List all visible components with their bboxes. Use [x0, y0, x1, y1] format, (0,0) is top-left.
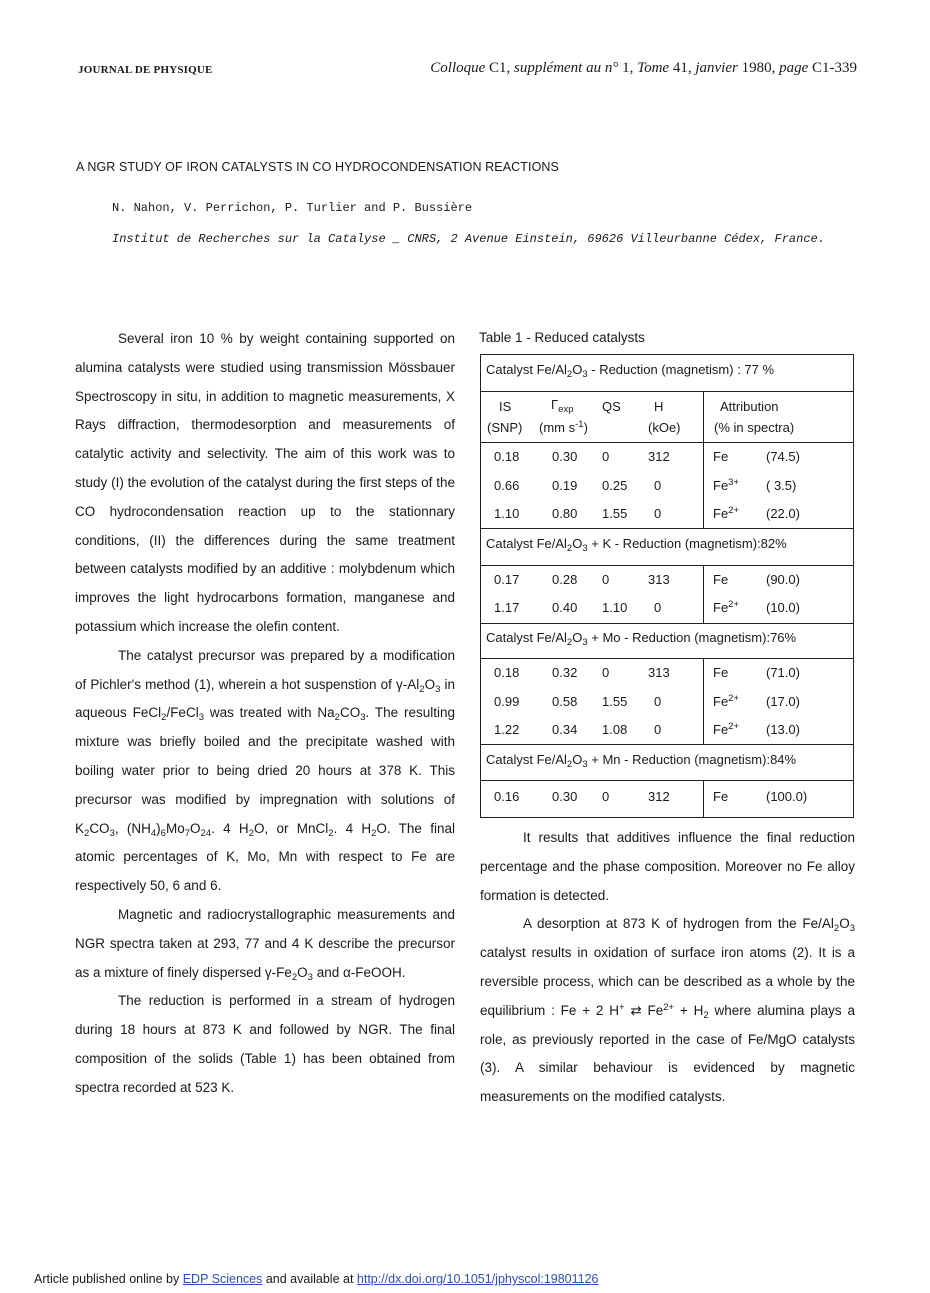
paper-title: A NGR STUDY OF IRON CATALYSTS IN CO HYDROCONDENSATION REACTIONS — [76, 160, 559, 174]
paragraph: Several iron 10 % by weight containing supported on alumina catalysts were studied using transmission Mössbauer Spectroscopy in situ, in addition to magnetic measurements, X Rays diffraction, thermodesorption and measurements of catalytic activity and selectivity. The aim of this work was to study (I) the evolution of the catalyst during the first steps of the CO hydrocondensation reaction up to the stationnary conditions, (II) the differences during the same treatment between catalysts modified by an additive : molybdenum which improves the light hydrocarbons formation, manganese and potassium which increase the olefin content. — [75, 331, 455, 634]
paragraph: A desorption at 873 K of hydrogen from the $Fe/Al_2O_3$ catalyst results in oxidation of surface iron atoms (2). It is a reversible process, which can be described as a whole by the equilibrium : Fe + 2 H+ ⇄ $Fe^{2+} + H_2$ where alumina plays a role, as previously reported in the case of Fe/MgO catalysts (3). A similar behaviour is evidenced by magnetic measurements on the modified catalysts. — [480, 916, 855, 1105]
table-group-title: Catalyst $Fe/Al_2O_3 + Mo$ - Reduction (magnetism):76% — [486, 630, 797, 648]
header-h: H — [654, 399, 664, 414]
table-rule — [481, 391, 853, 392]
header-snp: (SNP) — [487, 420, 523, 435]
table-group-title: Catalyst $Fe/Al_2O_3$ - Reduction (magnetism) : 77 % — [486, 362, 775, 380]
issue-supplement-number: 1, — [622, 60, 634, 76]
table-rule — [703, 391, 704, 528]
footer-text: and available at — [262, 1272, 357, 1286]
table-rule — [481, 528, 853, 529]
table-rule — [703, 565, 704, 623]
paragraph: The catalyst precursor was prepared by a modification of Pichler's method (1), wherein a hot suspenstion of $\gamma-Al_2O_3$ in aqueous FeCl$_2$/FeCl$_3$ was treated with $Na_2CO_3$. The resulting mixture was briefly boiled and the precipitate washed with boiling water prior to being dried 20 hours at 378 K. This precursor was modified by impregnation with solutions of $K_2CO_3$, $(NH_4)_6Mo_7O_{24}$. 4 $H_2O$, or MnCl$_2$. 4 $H_2O$. The final atomic percentages of K, Mo, Mn with respect to Fe are respectively 50, 6 and 6. — [75, 647, 455, 894]
issue-colloque: Colloque — [430, 60, 486, 76]
table-rule — [481, 744, 853, 745]
right-column — [480, 824, 855, 1112]
issue-number: C1, — [489, 60, 511, 76]
header-percent: (% in spectra) — [714, 420, 795, 435]
footer-note — [34, 1272, 599, 1286]
issue-tome-number: 41, — [672, 60, 692, 76]
table-caption: Table 1 - Reduced catalysts — [479, 330, 645, 345]
issue-month: janvier — [695, 60, 738, 76]
journal-name: JOURNAL DE PHYSIQUE — [78, 64, 213, 76]
header-attribution: Attribution — [720, 399, 779, 414]
publisher-link[interactable]: EDP Sciences — [182, 1272, 263, 1286]
left-column — [75, 325, 455, 1103]
header-gamma: $\Gamma_{exp}$ — [551, 397, 574, 415]
issue-supplement: supplément au n° — [514, 60, 619, 76]
table-group-title: Catalyst $Fe/Al_2O_3 + Mn$ - Reduction (magnetism):84% — [486, 752, 797, 770]
footer-text: Article published online by — [34, 1272, 183, 1286]
header-is: IS — [499, 399, 512, 414]
issue-page: C1-339 — [812, 60, 857, 76]
header-qs: QS — [602, 399, 621, 414]
paragraph: Magnetic and radiocrystallographic measurements and NGR spectra taken at 293, 77 and 4 K describe the precursor as a mixture of finely dispersed $\gamma-Fe_2O_3$ and α-FeOOH. — [75, 906, 455, 983]
issue-year: 1980, — [741, 60, 776, 76]
table-rule — [481, 780, 853, 781]
issue-page-label: page — [779, 60, 809, 76]
paragraph: It results that additives influence the final reduction percentage and the phase composition. Moreover no Fe alloy formation is detected. — [480, 830, 855, 903]
table-rule — [703, 658, 704, 744]
issue-reference — [430, 60, 857, 77]
table-group-title: Catalyst $Fe/Al_2O_3 + K$ - Reduction (magnetism):82% — [486, 536, 787, 554]
paragraph: The reduction is performed in a stream of hydrogen during 18 hours at 873 K and followed by NGR. The final composition of the solids (Table 1) has been obtained from spectra recorded at 523 K. — [75, 993, 455, 1095]
header-koe: (kOe) — [648, 420, 681, 435]
table-rule — [481, 565, 853, 566]
header-gamma-unit: (mm $s^{-1}$) — [539, 419, 588, 435]
table-rule — [481, 442, 853, 443]
paper-affiliation: Institut de Recherches sur la Catalyse _ CNRS, 2 Avenue Einstein, 69626 Villeurbanne Cédex, France. — [112, 232, 825, 246]
table-rule — [703, 780, 704, 817]
doi-link[interactable]: http://dx.doi.org/10.1051/jphyscol:19801126 — [356, 1272, 599, 1286]
table-rule — [481, 658, 853, 659]
paper-authors: N. Nahon, V. Perrichon, P. Turlier and P. Bussière — [112, 201, 473, 215]
issue-tome: Tome — [637, 60, 670, 76]
table-rule — [481, 623, 853, 624]
results-table: Catalyst $Fe/Al_2O_3$ - Reduction (magnetism) : 77 % IS (SNP) $\Gamma_{exp}$ (mm $s^{-1}$) QS H (kOe) Attribution (% in spectra) 0.18 0.30 0 312 Fe (74.5) 0.66 0.19 0.25 0 $Fe^{3+}$ ( 3.5) 1.10 0.80 1.55 0 $Fe^{2+}$ (22.0) Catalyst $Fe/Al_2O_3 + K$ - Reduction (magnetism):82% 0.17 0.28 0 313 Fe (90.0) 1.17 0.40 1.10 0 $Fe^{2+}$ (10.0) Catalyst $Fe/Al_2O_3 + Mo$ - Reduction (magnetism):76% 0.18 0.32 0 313 Fe (71.0) 0.99 0.58 1.55 0 $Fe^{2+}$ (17.0) 1.22 0.34 1.08 0 $Fe^{2+}$ (13.0) Catalyst $Fe/Al_2O_3 + Mn$ - Reduction (magnetism):84% 0.16 0.30 0 312 Fe (100.0) — [480, 354, 854, 818]
